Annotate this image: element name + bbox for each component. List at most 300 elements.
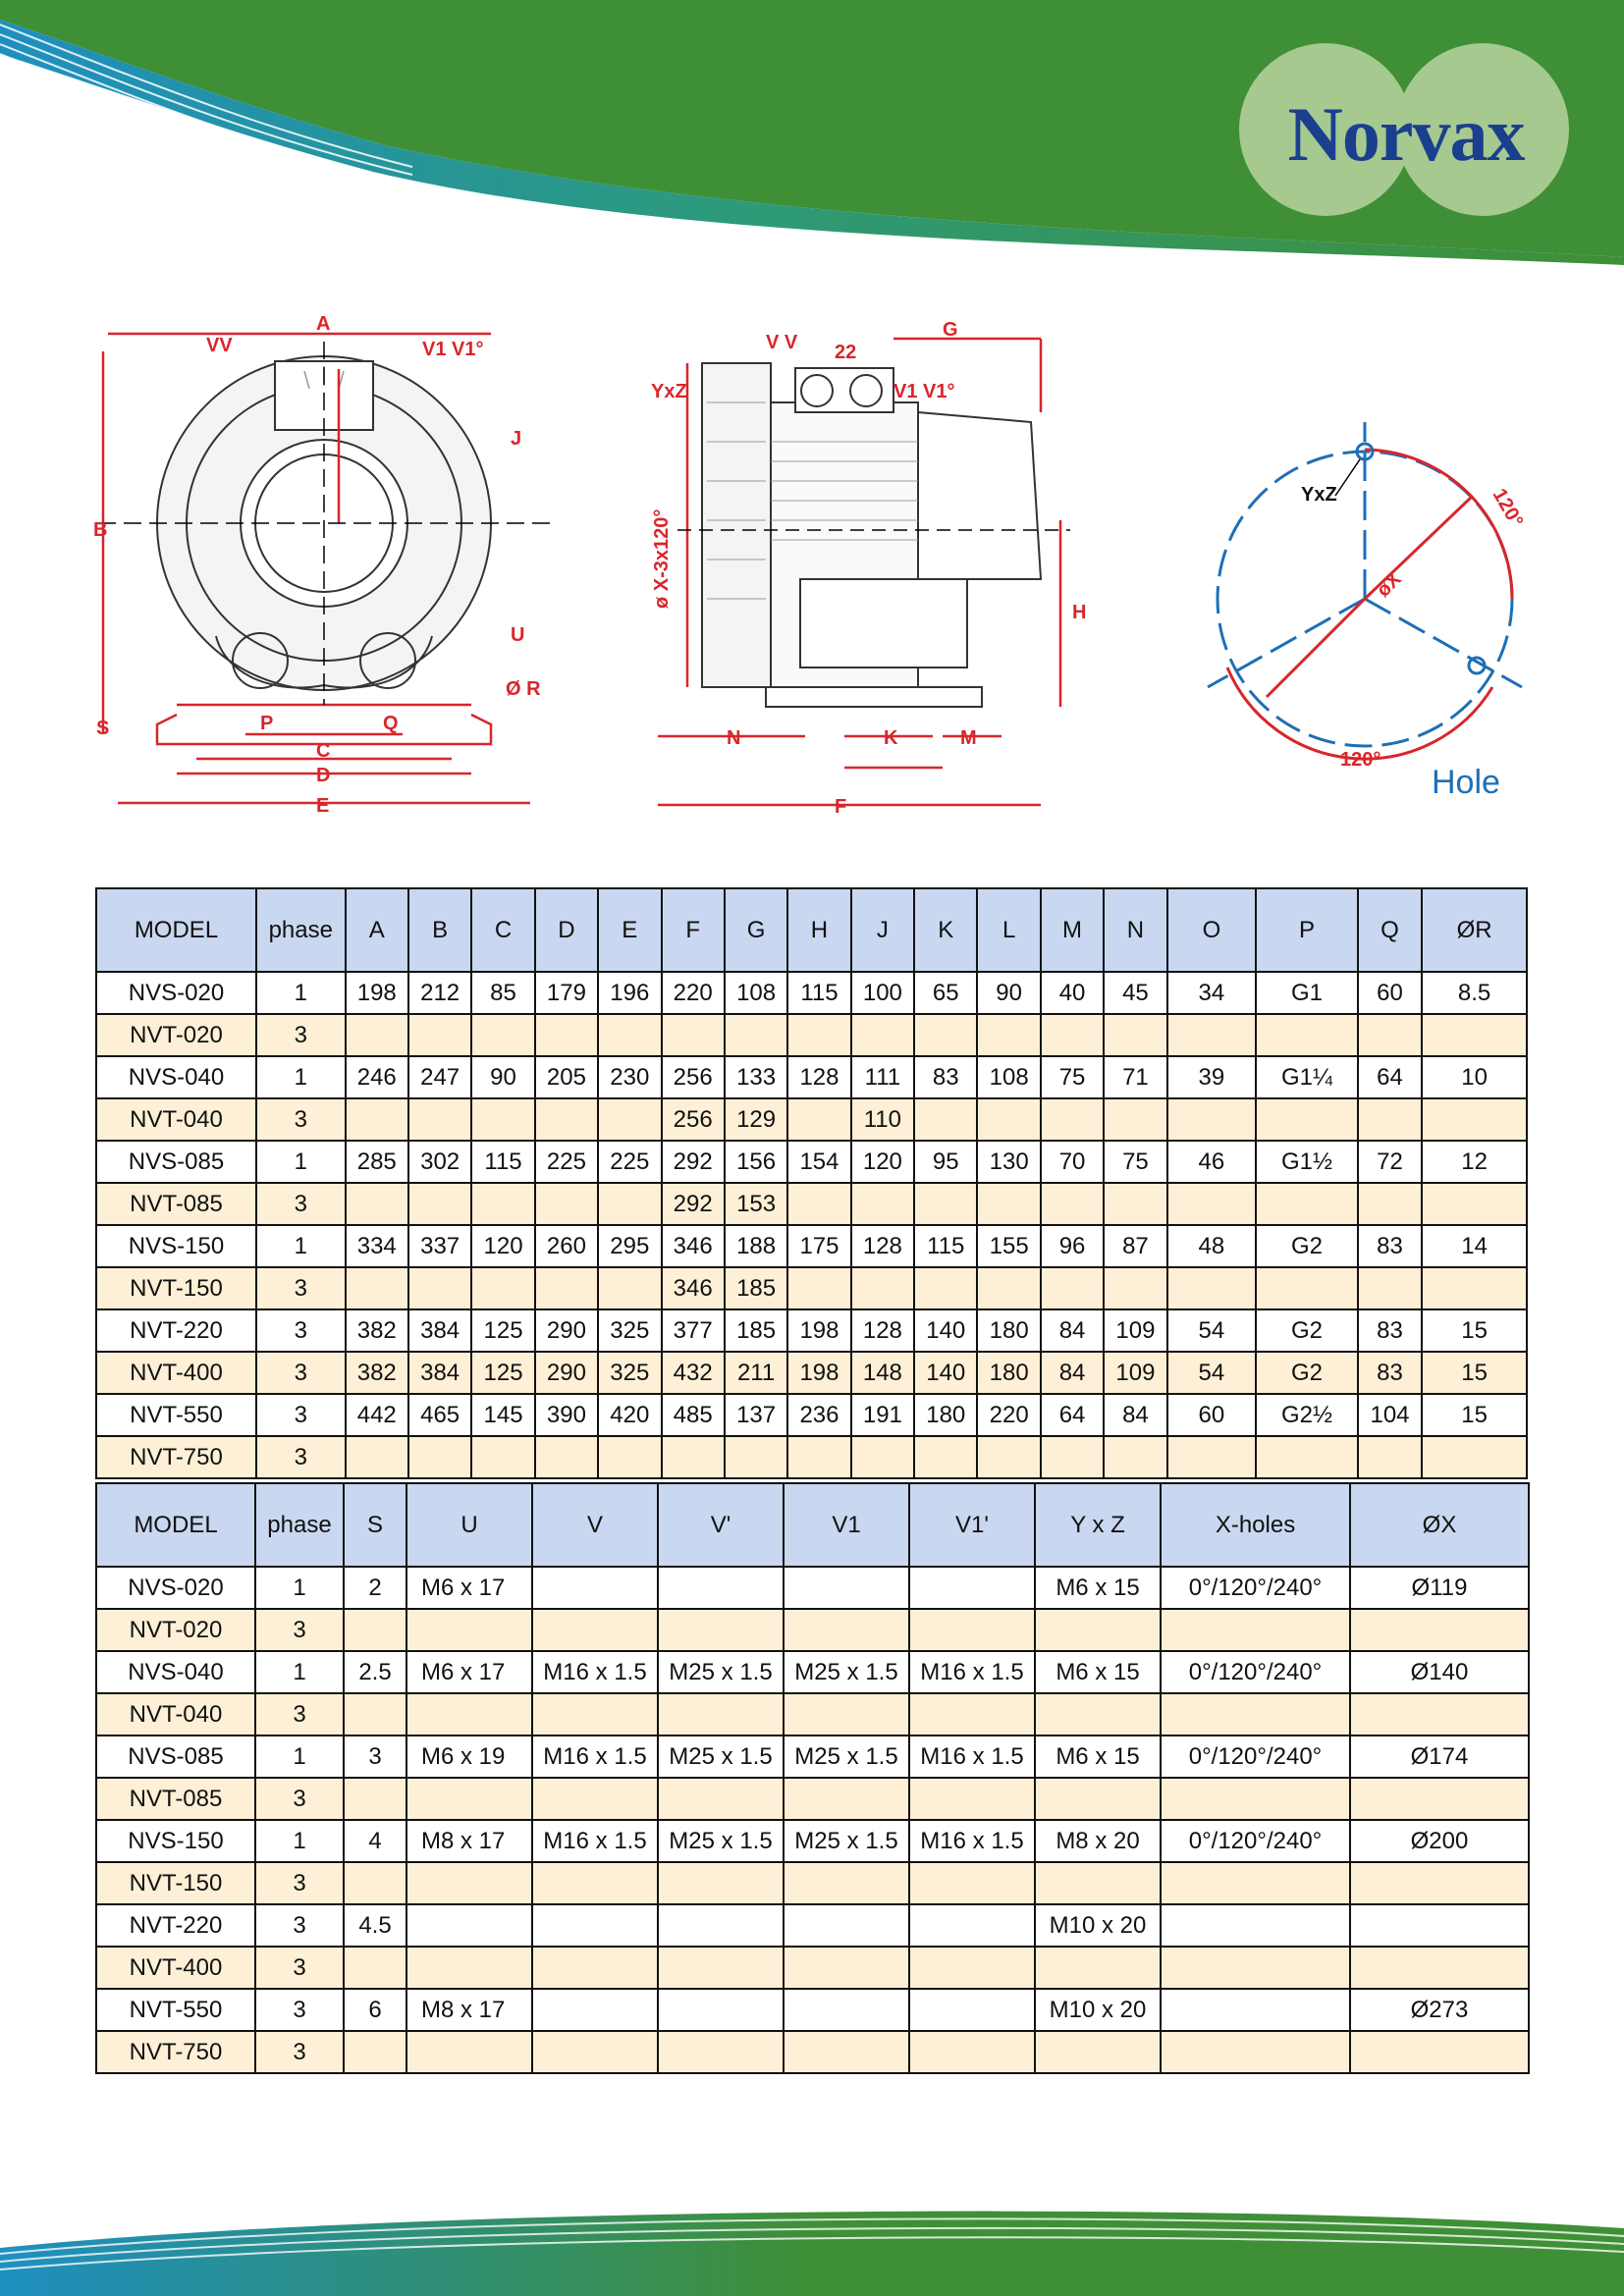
dim-header-cell: phase — [256, 888, 346, 972]
dim-cell: 83 — [1358, 1225, 1422, 1267]
dim-cell: 129 — [725, 1098, 787, 1141]
conn-cell — [909, 1609, 1035, 1651]
dim-row — [96, 1436, 1527, 1478]
conn-cell: M25 x 1.5 — [784, 1820, 909, 1862]
dim-cell: 115 — [787, 972, 850, 1014]
conn-cell — [1350, 1609, 1529, 1651]
dim-cell — [598, 1436, 661, 1478]
conn-cell — [1350, 1778, 1529, 1820]
dim-cell: 155 — [977, 1225, 1040, 1267]
dim-cell: 15 — [1422, 1352, 1527, 1394]
conn-cell — [1161, 1609, 1350, 1651]
footer-band — [0, 2189, 1624, 2296]
conn-model-cell: NVT-085 — [96, 1778, 255, 1820]
conn-model-cell: NVT-550 — [96, 1989, 255, 2031]
conn-cell — [1161, 1989, 1350, 2031]
dim-cell: 45 — [1104, 972, 1166, 1014]
conn-cell — [406, 1693, 532, 1735]
dim-cell — [1256, 1183, 1358, 1225]
dimensions-table-header — [96, 888, 1527, 972]
conn-cell — [532, 1693, 658, 1735]
dim-label-x-holes: ø X-3x120° — [651, 508, 673, 609]
dim-header-cell: O — [1167, 888, 1257, 972]
dim-cell — [598, 1183, 661, 1225]
dim-cell: 384 — [408, 1352, 471, 1394]
conn-cell — [658, 1693, 784, 1735]
dim-cell: 485 — [662, 1394, 725, 1436]
conn-cell: M10 x 20 — [1035, 1904, 1161, 1947]
dim-cell: 346 — [662, 1267, 725, 1309]
conn-cell — [532, 2031, 658, 2073]
dim-cell: 3 — [256, 1098, 346, 1141]
conn-cell — [658, 1567, 784, 1609]
dim-cell — [662, 1436, 725, 1478]
dim-cell — [471, 1267, 534, 1309]
dim-cell: 256 — [662, 1056, 725, 1098]
dim-label-vv-side: V V — [766, 332, 798, 353]
dim-header-cell: E — [598, 888, 661, 972]
dim-cell: 120 — [471, 1225, 534, 1267]
dim-row — [96, 1141, 1527, 1183]
conn-cell — [784, 1609, 909, 1651]
dim-cell — [1041, 1267, 1104, 1309]
conn-cell — [1161, 1862, 1350, 1904]
dim-cell: 64 — [1358, 1056, 1422, 1098]
conn-cell — [658, 1904, 784, 1947]
conn-cell — [344, 2031, 406, 2073]
dim-cell — [977, 1014, 1040, 1056]
dim-cell — [408, 1183, 471, 1225]
dim-cell — [977, 1183, 1040, 1225]
dim-cell: 3 — [256, 1352, 346, 1394]
dim-cell: 3 — [256, 1267, 346, 1309]
conn-cell — [532, 1778, 658, 1820]
hole-label-title: Hole — [1432, 764, 1500, 801]
dim-model-cell: NVT-150 — [96, 1267, 256, 1309]
conn-cell: 3 — [255, 1778, 344, 1820]
dim-cell: 8.5 — [1422, 972, 1527, 1014]
dim-cell: 211 — [725, 1352, 787, 1394]
conn-cell — [658, 1609, 784, 1651]
conn-cell — [406, 1609, 532, 1651]
dim-cell: 84 — [1041, 1352, 1104, 1394]
dim-cell — [1256, 1098, 1358, 1141]
dim-cell — [1358, 1014, 1422, 1056]
dim-cell: 145 — [471, 1394, 534, 1436]
conn-cell — [658, 2031, 784, 2073]
dim-cell — [1041, 1183, 1104, 1225]
conn-cell: Ø174 — [1350, 1735, 1529, 1778]
conn-cell: M8 x 17 — [406, 1989, 532, 2031]
dim-cell: 3 — [256, 1394, 346, 1436]
dim-cell: 220 — [662, 972, 725, 1014]
dim-cell: 46 — [1167, 1141, 1257, 1183]
dim-model-cell: NVS-150 — [96, 1225, 256, 1267]
conn-cell: 0°/120°/240° — [1161, 1651, 1350, 1693]
dim-row — [96, 1014, 1527, 1056]
conn-cell — [909, 1904, 1035, 1947]
dim-header-cell: MODEL — [96, 888, 256, 972]
dim-cell: 140 — [914, 1309, 977, 1352]
dim-cell — [535, 1098, 598, 1141]
dim-cell — [535, 1183, 598, 1225]
dim-cell — [1358, 1436, 1422, 1478]
conn-cell: 1 — [255, 1651, 344, 1693]
dim-cell — [1422, 1436, 1527, 1478]
dim-cell: 337 — [408, 1225, 471, 1267]
dim-cell: G2 — [1256, 1309, 1358, 1352]
conn-model-cell: NVS-020 — [96, 1567, 255, 1609]
conn-cell — [532, 1609, 658, 1651]
dim-cell — [851, 1014, 914, 1056]
conn-cell — [658, 1862, 784, 1904]
dim-cell: 3 — [256, 1183, 346, 1225]
dim-cell — [471, 1014, 534, 1056]
conn-header-cell: phase — [255, 1483, 344, 1567]
conn-model-cell: NVT-040 — [96, 1693, 255, 1735]
hole-pattern-drawing — [1188, 402, 1561, 815]
hole-label-diameter: øX — [1372, 568, 1406, 602]
conn-cell: 3 — [255, 2031, 344, 2073]
dim-label-c: C — [316, 740, 331, 762]
dim-cell — [598, 1014, 661, 1056]
conn-cell — [909, 1567, 1035, 1609]
dim-cell: 442 — [346, 1394, 408, 1436]
dim-cell: 83 — [914, 1056, 977, 1098]
dim-cell — [1422, 1098, 1527, 1141]
dim-cell: 3 — [256, 1436, 346, 1478]
dim-cell — [1256, 1436, 1358, 1478]
dim-cell: 84 — [1041, 1309, 1104, 1352]
dim-cell — [1167, 1183, 1257, 1225]
dim-label-22: 22 — [835, 342, 857, 363]
conn-cell: M6 x 19 — [406, 1735, 532, 1778]
dimensions-table — [95, 887, 1528, 1479]
dim-cell: 432 — [662, 1352, 725, 1394]
dim-cell: 104 — [1358, 1394, 1422, 1436]
dim-cell — [1104, 1014, 1166, 1056]
dim-header-cell: G — [725, 888, 787, 972]
dim-cell: 185 — [725, 1267, 787, 1309]
dim-header-cell: N — [1104, 888, 1166, 972]
conn-model-cell: NVT-150 — [96, 1862, 255, 1904]
dim-cell: 40 — [1041, 972, 1104, 1014]
conn-cell — [784, 1862, 909, 1904]
conn-cell — [1035, 1778, 1161, 1820]
conn-cell — [1161, 1778, 1350, 1820]
dim-cell: 180 — [914, 1394, 977, 1436]
conn-header-cell: V — [532, 1483, 658, 1567]
conn-header-cell: S — [344, 1483, 406, 1567]
dim-cell: G2 — [1256, 1352, 1358, 1394]
dim-row — [96, 1352, 1527, 1394]
conn-cell: M25 x 1.5 — [784, 1651, 909, 1693]
conn-cell — [532, 1989, 658, 2031]
conn-cell — [1161, 1693, 1350, 1735]
dim-cell — [787, 1014, 850, 1056]
dim-cell: 120 — [851, 1141, 914, 1183]
dim-cell: 84 — [1104, 1394, 1166, 1436]
dim-cell: 12 — [1422, 1141, 1527, 1183]
conn-cell — [344, 1778, 406, 1820]
dim-model-cell: NVS-020 — [96, 972, 256, 1014]
conn-cell: M25 x 1.5 — [784, 1735, 909, 1778]
dim-cell: 109 — [1104, 1309, 1166, 1352]
conn-cell — [784, 1947, 909, 1989]
dim-label-d: D — [316, 765, 331, 786]
dim-cell: 108 — [725, 972, 787, 1014]
dim-cell: 205 — [535, 1056, 598, 1098]
dim-cell — [346, 1098, 408, 1141]
conn-row — [96, 1609, 1529, 1651]
dim-cell — [977, 1098, 1040, 1141]
dim-cell — [535, 1267, 598, 1309]
dim-cell — [977, 1267, 1040, 1309]
dim-cell: 115 — [471, 1141, 534, 1183]
dim-cell — [787, 1267, 850, 1309]
conn-cell: M25 x 1.5 — [658, 1820, 784, 1862]
dim-cell: 90 — [471, 1056, 534, 1098]
conn-cell — [1161, 2031, 1350, 2073]
dim-cell: G2 — [1256, 1225, 1358, 1267]
dim-cell: 302 — [408, 1141, 471, 1183]
conn-row — [96, 1735, 1529, 1778]
conn-cell — [658, 1778, 784, 1820]
dim-cell — [662, 1014, 725, 1056]
conn-cell — [1161, 1904, 1350, 1947]
conn-cell — [784, 1778, 909, 1820]
dim-cell — [1041, 1014, 1104, 1056]
dim-row — [96, 972, 1527, 1014]
dim-cell: 54 — [1167, 1309, 1257, 1352]
dim-model-cell: NVT-400 — [96, 1352, 256, 1394]
dim-model-cell: NVT-550 — [96, 1394, 256, 1436]
dim-cell — [787, 1436, 850, 1478]
dim-label-yxz-side: YxZ — [651, 381, 687, 402]
dim-row — [96, 1267, 1527, 1309]
conn-cell: M6 x 15 — [1035, 1567, 1161, 1609]
conn-model-cell: NVT-400 — [96, 1947, 255, 1989]
dim-row — [96, 1098, 1527, 1141]
conn-model-cell: NVS-150 — [96, 1820, 255, 1862]
conn-cell: Ø200 — [1350, 1820, 1529, 1862]
dim-header-cell: M — [1041, 888, 1104, 972]
conn-cell — [1035, 1947, 1161, 1989]
dim-cell: 108 — [977, 1056, 1040, 1098]
conn-header-cell: V' — [658, 1483, 784, 1567]
dim-cell: 1 — [256, 1225, 346, 1267]
conn-cell — [909, 1778, 1035, 1820]
dim-cell: G2½ — [1256, 1394, 1358, 1436]
dim-cell: 420 — [598, 1394, 661, 1436]
dim-cell: 65 — [914, 972, 977, 1014]
dim-label-f: F — [835, 796, 847, 818]
dim-cell: 154 — [787, 1141, 850, 1183]
dim-cell: 100 — [851, 972, 914, 1014]
conn-row — [96, 1693, 1529, 1735]
dim-header-cell: Q — [1358, 888, 1422, 972]
dim-cell: 148 — [851, 1352, 914, 1394]
conn-cell: M16 x 1.5 — [909, 1820, 1035, 1862]
connections-table — [95, 1482, 1530, 2074]
conn-cell: 2.5 — [344, 1651, 406, 1693]
conn-row — [96, 1947, 1529, 1989]
dim-cell: 115 — [914, 1225, 977, 1267]
dim-cell: 180 — [977, 1309, 1040, 1352]
dim-cell — [346, 1267, 408, 1309]
conn-cell — [406, 1947, 532, 1989]
dim-cell — [914, 1098, 977, 1141]
dim-cell: 110 — [851, 1098, 914, 1141]
conn-row — [96, 1778, 1529, 1820]
conn-cell — [532, 1862, 658, 1904]
conn-cell — [784, 1904, 909, 1947]
conn-cell: 3 — [255, 1904, 344, 1947]
dim-cell: 292 — [662, 1141, 725, 1183]
dim-cell: 15 — [1422, 1394, 1527, 1436]
dim-header-cell: D — [535, 888, 598, 972]
dim-cell: 377 — [662, 1309, 725, 1352]
conn-cell: M16 x 1.5 — [532, 1651, 658, 1693]
conn-cell — [784, 1693, 909, 1735]
dim-label-u: U — [511, 624, 525, 646]
conn-cell: M6 x 17 — [406, 1651, 532, 1693]
conn-cell: M8 x 20 — [1035, 1820, 1161, 1862]
conn-cell: M6 x 15 — [1035, 1735, 1161, 1778]
dim-cell: 1 — [256, 1141, 346, 1183]
dim-cell: 325 — [598, 1352, 661, 1394]
conn-row — [96, 1989, 1529, 2031]
dim-cell — [1358, 1098, 1422, 1141]
conn-model-cell: NVT-020 — [96, 1609, 255, 1651]
dim-cell: 236 — [787, 1394, 850, 1436]
conn-cell: 0°/120°/240° — [1161, 1567, 1350, 1609]
dim-cell — [725, 1436, 787, 1478]
conn-cell — [784, 2031, 909, 2073]
dim-label-k: K — [884, 727, 898, 749]
conn-cell: 1 — [255, 1820, 344, 1862]
dim-label-p: P — [260, 713, 274, 734]
front-view-drawing — [93, 312, 550, 823]
dim-cell: 256 — [662, 1098, 725, 1141]
dim-header-cell: B — [408, 888, 471, 972]
dim-cell: 125 — [471, 1309, 534, 1352]
dim-model-cell: NVT-020 — [96, 1014, 256, 1056]
conn-cell — [1161, 1947, 1350, 1989]
conn-cell — [1035, 2031, 1161, 2073]
brand-name: Norvax — [1287, 91, 1525, 177]
dim-cell — [1167, 1267, 1257, 1309]
conn-cell: 1 — [255, 1735, 344, 1778]
dim-cell: 34 — [1167, 972, 1257, 1014]
conn-model-cell: NVS-040 — [96, 1651, 255, 1693]
dim-cell — [471, 1098, 534, 1141]
connections-table-header — [96, 1483, 1529, 1567]
conn-cell — [784, 1989, 909, 2031]
conn-cell: M10 x 20 — [1035, 1989, 1161, 2031]
hole-label-yxz: YxZ — [1301, 484, 1337, 506]
conn-cell: 3 — [255, 1609, 344, 1651]
conn-cell — [406, 1862, 532, 1904]
dim-cell: 64 — [1041, 1394, 1104, 1436]
dim-cell — [598, 1098, 661, 1141]
conn-cell — [909, 1693, 1035, 1735]
dim-cell: 128 — [851, 1309, 914, 1352]
conn-cell — [909, 2031, 1035, 2073]
conn-cell — [909, 1947, 1035, 1989]
dim-cell — [787, 1183, 850, 1225]
dim-cell: 247 — [408, 1056, 471, 1098]
dim-cell — [408, 1436, 471, 1478]
dim-cell: 175 — [787, 1225, 850, 1267]
conn-cell — [1350, 1862, 1529, 1904]
conn-cell — [532, 1947, 658, 1989]
dim-cell — [346, 1014, 408, 1056]
dim-label-r: Ø R — [506, 678, 541, 700]
dim-cell — [1167, 1014, 1257, 1056]
dim-cell: 246 — [346, 1056, 408, 1098]
conn-header-cell: V1' — [909, 1483, 1035, 1567]
dim-cell: 75 — [1104, 1141, 1166, 1183]
dim-model-cell: NVT-750 — [96, 1436, 256, 1478]
dim-cell — [408, 1098, 471, 1141]
dim-cell: 125 — [471, 1352, 534, 1394]
dim-cell: 83 — [1358, 1352, 1422, 1394]
conn-cell: M16 x 1.5 — [909, 1735, 1035, 1778]
conn-cell: 0°/120°/240° — [1161, 1735, 1350, 1778]
dim-cell — [346, 1183, 408, 1225]
dim-cell: 260 — [535, 1225, 598, 1267]
conn-cell — [1035, 1862, 1161, 1904]
conn-cell — [406, 2031, 532, 2073]
side-view-drawing — [648, 319, 1110, 825]
conn-cell: Ø140 — [1350, 1651, 1529, 1693]
dim-cell: 180 — [977, 1352, 1040, 1394]
dim-cell: 390 — [535, 1394, 598, 1436]
dim-row — [96, 1309, 1527, 1352]
conn-model-cell: NVS-085 — [96, 1735, 255, 1778]
dim-model-cell: NVT-220 — [96, 1309, 256, 1352]
conn-header-cell: V1 — [784, 1483, 909, 1567]
conn-cell: M25 x 1.5 — [658, 1651, 784, 1693]
conn-cell — [344, 1693, 406, 1735]
dim-cell: 128 — [851, 1225, 914, 1267]
dim-cell: 230 — [598, 1056, 661, 1098]
dim-header-cell: C — [471, 888, 534, 972]
dim-model-cell: NVT-085 — [96, 1183, 256, 1225]
conn-cell — [532, 1904, 658, 1947]
dim-cell: 111 — [851, 1056, 914, 1098]
dim-cell — [914, 1183, 977, 1225]
dim-label-v1-side: V1 V1° — [893, 381, 955, 402]
dim-header-cell: ØR — [1422, 888, 1527, 972]
dim-label-n1: N — [727, 727, 741, 749]
dim-cell: 3 — [256, 1309, 346, 1352]
conn-cell: Ø119 — [1350, 1567, 1529, 1609]
dim-cell — [408, 1267, 471, 1309]
dim-cell: 198 — [787, 1352, 850, 1394]
dim-cell — [725, 1014, 787, 1056]
dim-label-e: E — [316, 795, 330, 817]
dim-cell — [1104, 1436, 1166, 1478]
dim-cell: 83 — [1358, 1309, 1422, 1352]
dim-cell: 130 — [977, 1141, 1040, 1183]
conn-cell: 3 — [344, 1735, 406, 1778]
dim-cell — [1256, 1267, 1358, 1309]
dim-cell — [1422, 1267, 1527, 1309]
dim-cell: 137 — [725, 1394, 787, 1436]
dim-cell — [1422, 1183, 1527, 1225]
